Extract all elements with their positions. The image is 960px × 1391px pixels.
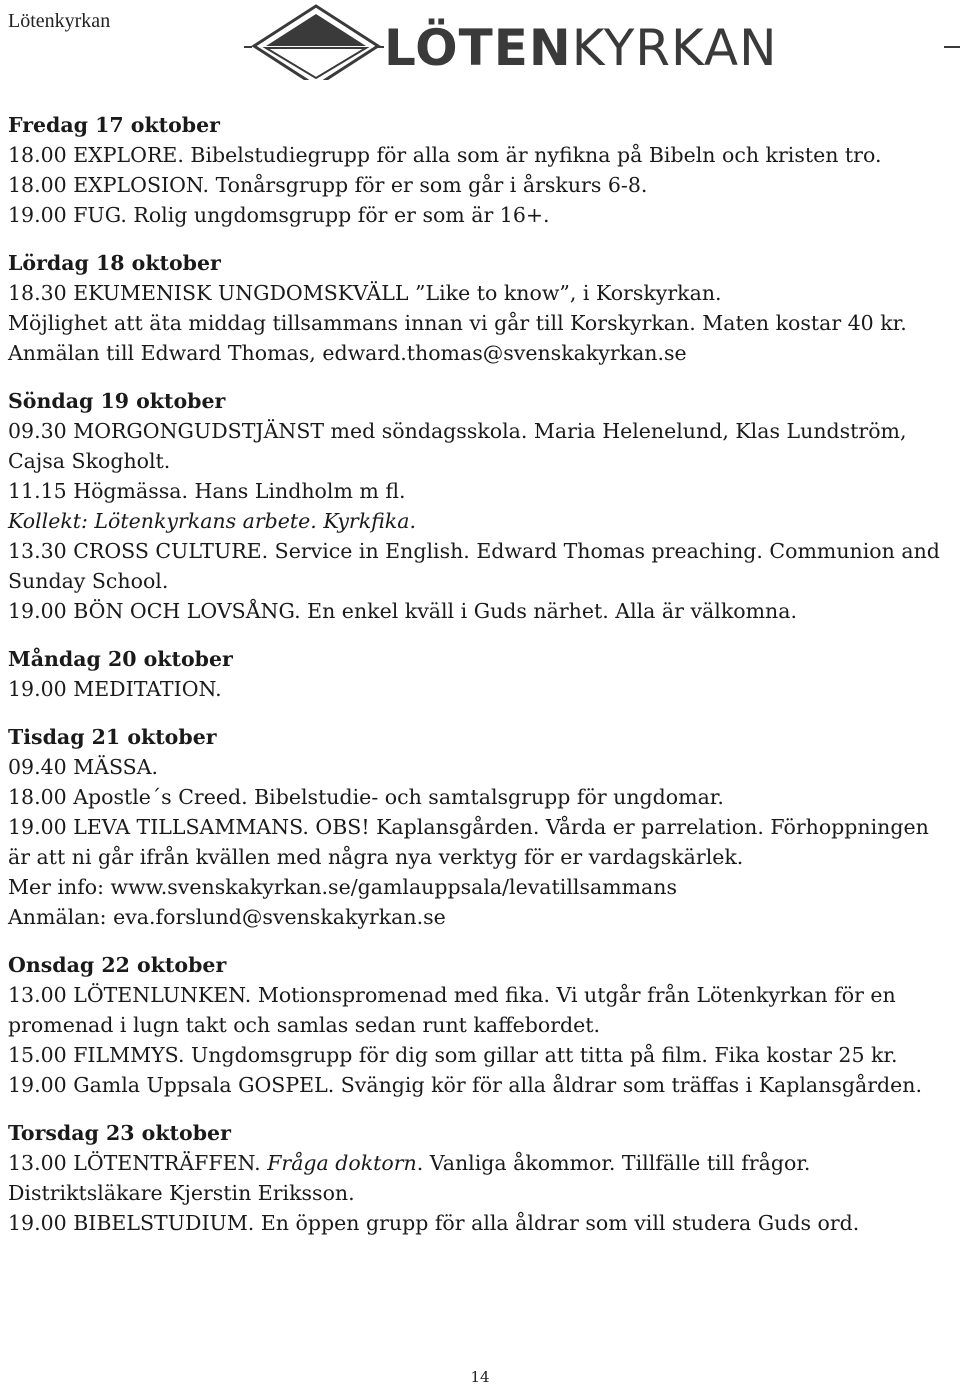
event-line: 19.00 MEDITATION. [8, 677, 222, 701]
event-line: Anmälan till Edward Thomas, edward.thomas@svenskakyrkan.se [8, 341, 687, 365]
page-number: 14 [470, 1368, 490, 1386]
day-title: Onsdag 22 oktober [8, 953, 227, 977]
day-title: Torsdag 23 oktober [8, 1121, 231, 1145]
event-line: 19.00 LEVA TILLSAMMANS. OBS! Kaplansgården. Vårda er parrelation. Förhoppningen är att ni går ifrån kvällen med några nya verktyg för er vardagskärlek. [8, 815, 929, 869]
church-logo [244, 2, 960, 80]
event-line: 19.00 Gamla Uppsala GOSPEL. Svängig kör för alla åldrar som träffas i Kaplansgården. [8, 1073, 922, 1097]
day-block-torsdag [8, 1118, 948, 1238]
event-line: 18.30 EKUMENISK UNGDOMSKVÄLL ”Like to know”, i Korskyrkan. [8, 281, 722, 305]
day-block-onsdag [8, 950, 948, 1100]
event-line: 15.00 FILMMYS. Ungdomsgrupp för dig som gillar att titta på film. Fika kostar 25 kr. [8, 1043, 898, 1067]
day-title: Fredag 17 oktober [8, 113, 220, 137]
header-church-name: Lötenkyrkan [8, 10, 111, 32]
schedule-content [8, 110, 948, 1256]
day-title: Tisdag 21 oktober [8, 725, 217, 749]
event-line: 13.00 LÖTENLUNKEN. Motionspromenad med fika. Vi utgår från Lötenkyrkan för en promenad i lugn takt och samlas sedan runt kaffebordet. [8, 983, 896, 1037]
event-line: 09.40 MÄSSA. [8, 755, 159, 779]
event-line: 18.00 Apostle´s Creed. Bibelstudie- och samtalsgrupp för ungdomar. [8, 785, 724, 809]
event-line: 13.00 LÖTENTRÄFFEN. Fråga doktorn. Vanliga åkommor. Tillfälle till frågor. Distriktsläkare Kjerstin Eriksson. [8, 1151, 811, 1205]
event-line: 11.15 Högmässa. Hans Lindholm m fl. [8, 479, 406, 503]
day-block-lordag [8, 248, 948, 368]
event-line: 13.30 CROSS CULTURE. Service in English. Edward Thomas preaching. Communion and Sunday School. [8, 539, 940, 593]
day-title: Söndag 19 oktober [8, 389, 226, 413]
signup-line: Anmälan: eva.forslund@svenskakyrkan.se [8, 905, 446, 929]
collection-note: Kollekt: Lötenkyrkans arbete. Kyrkfika. [8, 509, 416, 533]
info-link-line: Mer info: www.svenskakyrkan.se/gamlauppsala/levatillsammans [8, 875, 678, 899]
event-line: Möjlighet att äta middag tillsammans innan vi går till Korskyrkan. Maten kostar 40 kr. [8, 311, 907, 335]
logo-wordmark: LÖTENKYRKAN [384, 19, 778, 77]
day-block-fredag [8, 110, 948, 230]
day-block-sondag [8, 386, 948, 626]
event-line: 09.30 MORGONGUDSTJÄNST med söndagsskola. Maria Helenelund, Klas Lundström, Cajsa Skogholt. [8, 419, 907, 473]
event-line: 19.00 BÖN OCH LOVSÅNG. En enkel kväll i Guds närhet. Alla är välkomna. [8, 599, 797, 623]
event-line: 19.00 FUG. Rolig ungdomsgrupp för er som är 16+. [8, 203, 550, 227]
day-block-tisdag [8, 722, 948, 932]
event-line: 19.00 BIBELSTUDIUM. En öppen grupp för alla åldrar som vill studera Guds ord. [8, 1211, 860, 1235]
day-title: Lördag 18 oktober [8, 251, 221, 275]
event-line: 18.00 EXPLORE. Bibelstudiegrupp för alla som är nyfikna på Bibeln och kristen tro. [8, 143, 882, 167]
day-block-mandag [8, 644, 948, 704]
day-title: Måndag 20 oktober [8, 647, 233, 671]
event-line: 18.00 EXPLOSION. Tonårsgrupp för er som går i årskurs 6-8. [8, 173, 648, 197]
